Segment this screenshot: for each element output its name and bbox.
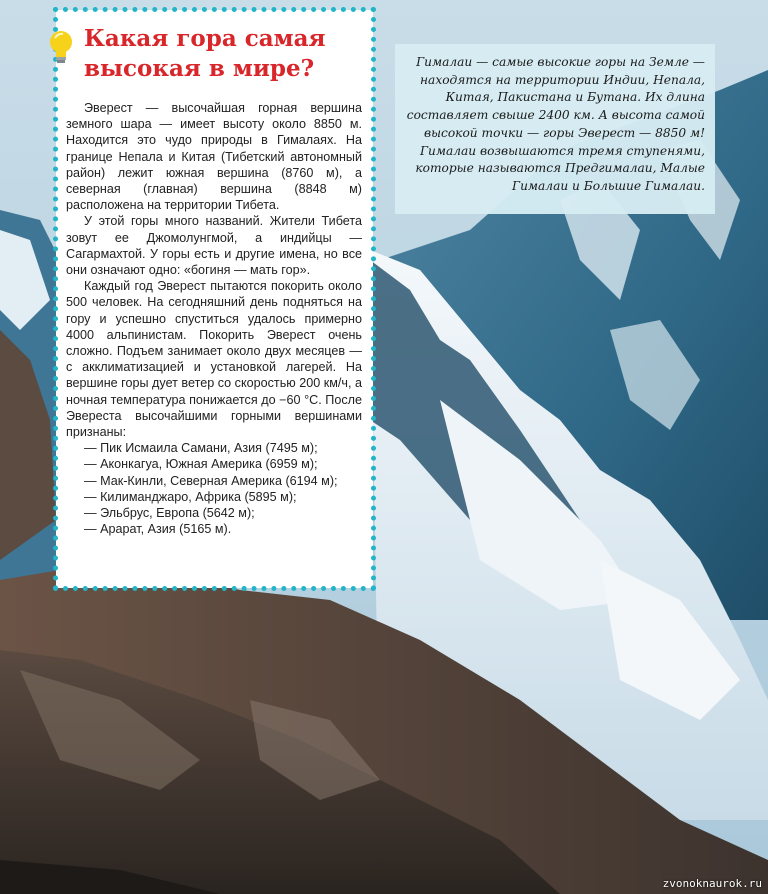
article-body (66, 100, 362, 537)
article-title: Какая гора самая высокая в мире? (84, 25, 326, 82)
list-item: — Пик Исмаила Самани, Азия (7495 м); (84, 441, 318, 456)
peaks-list (66, 440, 362, 537)
paragraph: У этой горы много названий. Жители Тибета зовут ее Джомолунгмой, а индийцы — Сагармахтой. У горы есть и другие имена, но все они означают одно: «богиня — мать гор». (66, 214, 362, 278)
sidebar-text: Гималаи — самые высокие горы на Земле — находятся на территории Индии, Непала, Китая, Пакистана и Бутана. Их длина составляет свыше 2400 км. А высота самой высокой точки — горы Эверест — 8850 м! Гималаи возвышаются тремя ступенями, которые называются Предгималаи, Малые Гималаи и Большие Гималаи. (406, 55, 705, 193)
himalaya-sidebar (395, 44, 715, 214)
list-item: — Аконкагуа, Южная Америка (6959 м); (84, 457, 318, 472)
list-item: — Арарат, Азия (5165 м). (84, 522, 232, 537)
list-item: — Килиманджаро, Африка (5895 м); (84, 489, 297, 504)
paragraph: Каждый год Эверест пытаются покорить около 500 человек. На сегодняшний день подняться на гору и успешно спуститься удалось примерно 4000 альпинистам. Покорить Эверест очень сложно. Подъем занимает около двух месяцев — с акклиматизацией и установкой лагерей. На вершине горы дует ветер со скоростью 200 км/ч, а ночная температура понижается до −60 °С. После Эвереста высочайшими горными вершинами признаны: (66, 279, 362, 440)
lightbulb-icon (46, 28, 76, 68)
paragraph: Эверест — высочайшая горная вершина земного шара — имеет высоту около 8850 м. Находится это чудо природы в Гималаях. На границе Непала и Китая (Тибетский автономный район) лежит южная вершина (8760 м), а северная (главная) вершина (8848 м) расположена на территории Тибета. (66, 101, 362, 213)
watermark: zvonoknaurok.ru (662, 877, 762, 890)
list-item: — Эльбрус, Европа (5642 м); (84, 506, 255, 521)
list-item: — Мак-Кинли, Северная Америка (6194 м); (84, 473, 338, 488)
